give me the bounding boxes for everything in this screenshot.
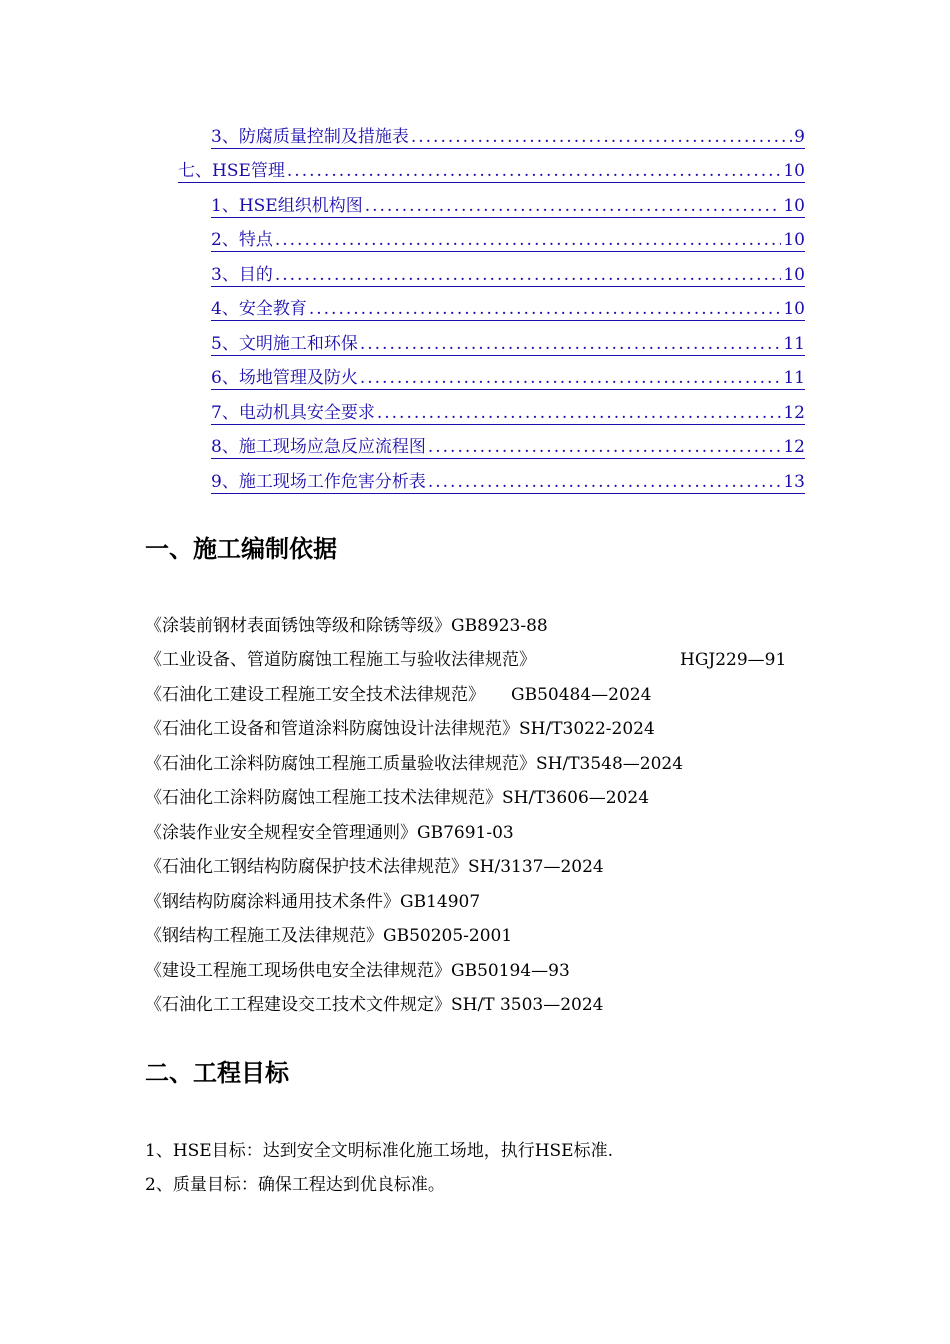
reference-title: 《石油化工涂料防腐蚀工程施工技术法律规范》 — [145, 788, 502, 808]
toc-page-number: 11 — [783, 368, 805, 388]
reference-item — [145, 684, 651, 706]
goal-item: 1、HSE目标：达到安全文明标准化施工场地，执行HSE标准. — [145, 1141, 613, 1161]
reference-title: 《石油化工工程建设交工技术文件规定》 — [145, 995, 451, 1015]
toc-leader-dots — [358, 333, 782, 355]
toc-entry[interactable] — [211, 333, 805, 356]
reference-code: SH/T3548—2024 — [536, 754, 684, 774]
toc-page-number: 13 — [783, 472, 805, 492]
toc-entry[interactable] — [211, 195, 805, 218]
toc-leader-dots — [375, 402, 782, 424]
toc-page-number: 10 — [783, 161, 805, 181]
toc-page-number: 10 — [783, 299, 805, 319]
toc-entry-label: 七、HSE管理 — [178, 161, 285, 181]
toc-entry-label: 1、HSE组织机构图 — [211, 196, 363, 216]
reference-code: HGJ229—91 — [680, 650, 787, 670]
reference-item — [145, 649, 787, 671]
reference-item — [145, 925, 512, 947]
reference-code: SH/3137—2024 — [468, 857, 604, 877]
toc-page-number: 12 — [783, 437, 805, 457]
toc-entry-label: 9、施工现场工作危害分析表 — [211, 472, 426, 492]
toc-entry[interactable] — [211, 436, 805, 459]
toc-entry[interactable] — [211, 229, 805, 252]
reference-title: 《石油化工建设工程施工安全技术法律规范》 — [145, 685, 485, 705]
toc-entry[interactable] — [211, 264, 805, 287]
reference-item — [145, 718, 655, 740]
toc-entry[interactable] — [211, 471, 805, 494]
toc-leader-dots — [358, 367, 782, 389]
toc-entry[interactable] — [211, 367, 805, 390]
reference-code: GB8923-88 — [451, 616, 548, 636]
reference-title: 《石油化工钢结构防腐保护技术法律规范》 — [145, 857, 468, 877]
goal-item: 2、质量目标：确保工程达到优良标准。 — [145, 1175, 445, 1195]
reference-item — [145, 615, 548, 637]
toc-entry-label: 3、目的 — [211, 265, 273, 285]
toc-entry[interactable] — [178, 160, 805, 183]
toc-entry-label: 6、场地管理及防火 — [211, 368, 358, 388]
toc-leader-dots — [307, 298, 782, 320]
reference-title: 《钢结构防腐涂料通用技术条件》 — [145, 892, 400, 912]
reference-title: 《工业设备、管道防腐蚀工程施工与验收法律规范》 — [145, 650, 536, 670]
toc-page-number: 11 — [783, 334, 805, 354]
toc-page-number: 10 — [783, 265, 805, 285]
section-heading: 一、施工编制依据 — [145, 535, 337, 563]
reference-item — [145, 787, 649, 809]
reference-title: 《石油化工涂料防腐蚀工程施工质量验收法律规范》 — [145, 754, 536, 774]
toc-leader-dots — [409, 126, 792, 148]
toc-entry-label: 8、施工现场应急反应流程图 — [211, 437, 426, 457]
reference-code: GB50205-2001 — [383, 926, 513, 946]
reference-item — [145, 891, 480, 913]
toc-leader-dots — [363, 195, 782, 217]
toc-entry-label: 7、电动机具安全要求 — [211, 403, 375, 423]
reference-title: 《建设工程施工现场供电安全法律规范》 — [145, 961, 451, 981]
toc-page-number: 10 — [783, 230, 805, 250]
reference-item — [145, 994, 603, 1016]
reference-item — [145, 856, 604, 878]
toc-page-number: 9 — [794, 127, 805, 147]
toc-entry[interactable] — [211, 126, 805, 149]
reference-code: SH/T3022-2024 — [519, 719, 655, 739]
reference-code: GB50484—2024 — [511, 685, 652, 705]
reference-item — [145, 822, 514, 844]
toc-leader-dots — [426, 471, 782, 493]
reference-title: 《钢结构工程施工及法律规范》 — [145, 926, 383, 946]
reference-title: 《石油化工设备和管道涂料防腐蚀设计法律规范》 — [145, 719, 519, 739]
toc-entry-label: 2、特点 — [211, 230, 273, 250]
toc-entry[interactable] — [211, 402, 805, 425]
section-heading: 二、工程目标 — [145, 1059, 289, 1087]
reference-code: GB50194—93 — [451, 961, 570, 981]
reference-item — [145, 960, 570, 982]
toc-entry-label: 4、安全教育 — [211, 299, 307, 319]
reference-code: SH/T3606—2024 — [502, 788, 650, 808]
toc-leader-dots — [273, 229, 782, 251]
toc-entry-label: 5、文明施工和环保 — [211, 334, 358, 354]
reference-item — [145, 753, 683, 775]
reference-title: 《涂装前钢材表面锈蚀等级和除锈等级》 — [145, 616, 451, 636]
toc-leader-dots — [273, 264, 782, 286]
toc-entry-label: 3、防腐质量控制及措施表 — [211, 127, 409, 147]
reference-code: GB7691-03 — [417, 823, 514, 843]
toc-leader-dots — [285, 160, 781, 182]
reference-title: 《涂装作业安全规程安全管理通则》 — [145, 823, 417, 843]
toc-entry[interactable] — [211, 298, 805, 321]
reference-code: SH/T 3503—2024 — [451, 995, 604, 1015]
reference-code: GB14907 — [400, 892, 481, 912]
toc-page-number: 12 — [783, 403, 805, 423]
toc-leader-dots — [426, 436, 782, 458]
toc-page-number: 10 — [783, 196, 805, 216]
